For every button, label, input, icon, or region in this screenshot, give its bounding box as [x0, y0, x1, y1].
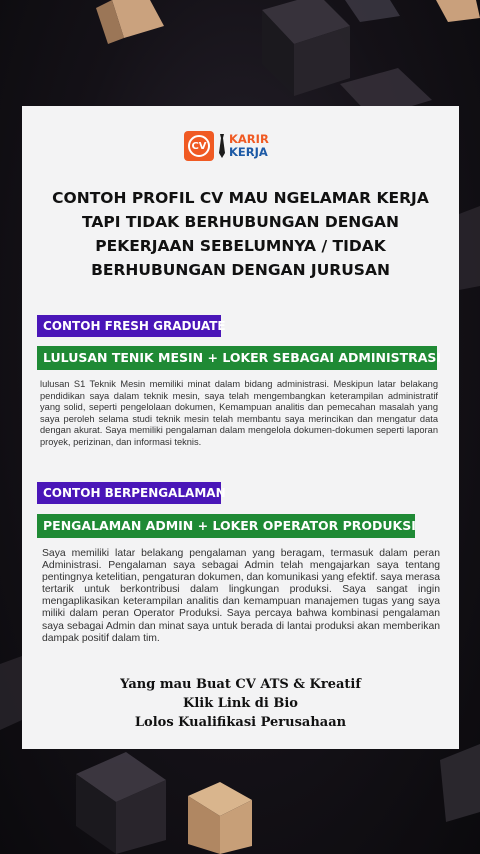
cube-bottom-right-dark: [440, 744, 480, 822]
cta-line: Klik Link di Bio: [183, 696, 298, 711]
logo-badge: [184, 131, 214, 161]
title-line: TAPI TIDAK BERHUBUNGAN DENGAN: [82, 213, 399, 231]
brand-name: [229, 133, 269, 159]
call-to-action: [22, 675, 459, 732]
cta-line: Lolos Kualifikasi Perusahaan: [134, 715, 347, 730]
logo-cv-mark: CV: [188, 135, 210, 157]
cube-bottom-left-dark: [76, 752, 166, 854]
fresh-graduate-tag: CONTOH FRESH GRADUATE: [37, 315, 221, 337]
section2-heading: PENGALAMAN ADMIN + LOKER OPERATOR PRODUKSI: [37, 514, 415, 538]
necktie-icon: [218, 134, 226, 158]
brand-name-line1: KARIR: [229, 132, 269, 146]
content-card: [22, 106, 459, 749]
section1-body: lulusan S1 Teknik Mesin memiliki minat dalam bidang administrasi. Meskipun latar belakang pendidikan saya dalam teknik mesin, saya telah mengembangkan keterampilan administratif yang solid, seperti pengelolaan dokumen, Kemampuan analitis dan pemecahan masalah yang saya peroleh selama studi teknik mesin telah membantu saya merincikan dan mengatur data dengan akurat. Saya memiliki pengalaman dalam mengelola dokumen-dokumen seperti laporan proyek, perizinan, dan informasi teknis.: [40, 379, 438, 447]
cube-top-center: [262, 0, 350, 96]
title-line: CONTOH PROFIL CV MAU NGELAMAR KERJA: [52, 189, 429, 207]
brand-name-line2: KERJA: [229, 145, 268, 159]
page-title: [42, 186, 439, 282]
cube-gold-top-right: [436, 0, 480, 22]
cube-dark-right: [459, 206, 480, 290]
section1-heading: LULUSAN TENIK MESIN + LOKER SEBAGAI ADMINISTRASI: [37, 346, 437, 370]
cube-top-right: [345, 0, 400, 22]
brand-logo: [184, 130, 269, 162]
cube-bottom-gold: [188, 782, 252, 854]
cube-dark-left: [0, 656, 22, 730]
title-line: BERHUBUNGAN DENGAN JURUSAN: [91, 261, 390, 279]
cta-line: Yang mau Buat CV ATS & Kreatif: [120, 677, 361, 692]
title-line: PEKERJAAN SEBELUMNYA / TIDAK: [95, 237, 386, 255]
cube-gold-top-left: [96, 0, 164, 44]
section2-body: Saya memiliki latar belakang pengalaman yang beragam, termasuk dalam peran Administrasi. Pengalaman saya sebagai Admin telah mengajarkan saya tentang pentingnya ketelitian, pengaturan dokumen, dan komunikasi yang efektif. saya merasa tertarik untuk berkontribusi dalam lingkungan produksi. Saya sangat ingin mengaplikasikan keterampilan analitis dan kemampuan manajemen tugas yang saya miliki dalam peran Operator Produksi. Saya percaya bahwa kombinasi pengalaman saya sebagai Admin dan minat saya untuk berada di lantai produksi akan memberikan dampak positif dalam tim.: [42, 548, 440, 644]
experienced-tag: CONTOH BERPENGALAMAN: [37, 482, 221, 504]
